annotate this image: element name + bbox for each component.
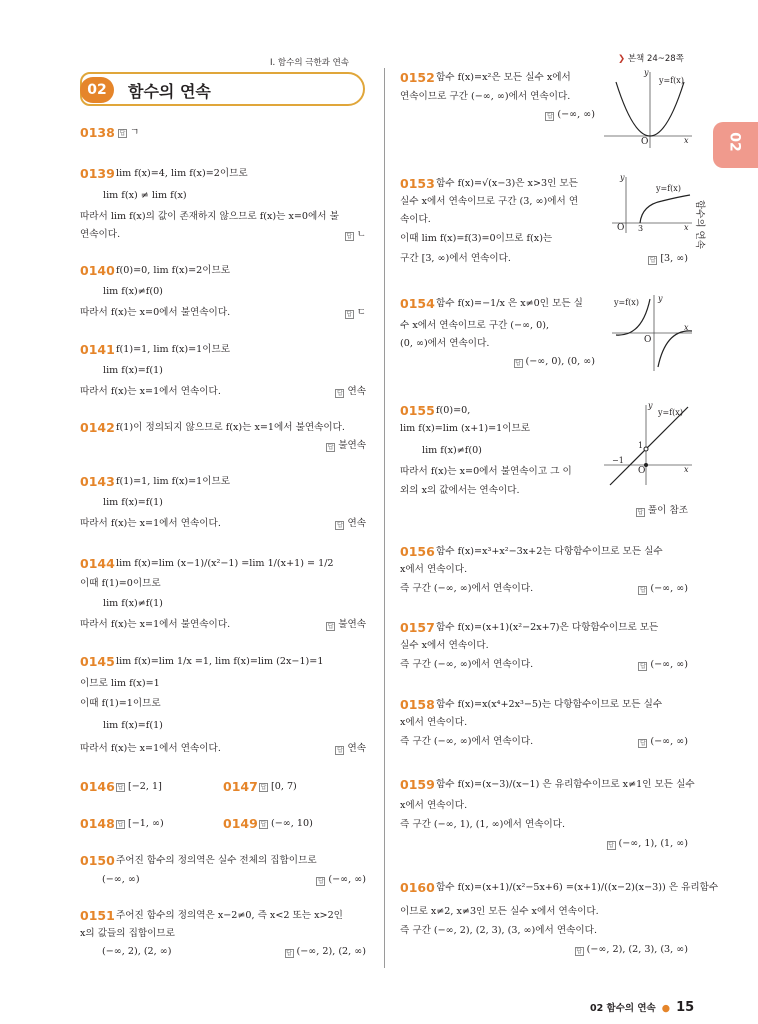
side-tab-label: 함수의 연속 (694, 200, 705, 249)
problem-number: 0155 (400, 403, 435, 418)
text-line: 함수 f(x)=x³+x²−3x+2는 다항함수이므로 모든 실수 (436, 546, 663, 557)
problem-number: 0143 (80, 474, 115, 489)
answer: 답 [3, ∞) (649, 253, 688, 264)
problem-number: 0151 (80, 908, 115, 923)
answer-mark-icon: 답 (576, 948, 582, 955)
graph-parabola (604, 70, 694, 150)
problem-number: 0160 (400, 880, 435, 895)
side-tab (713, 122, 758, 168)
text-line: x에서 연속이다. (400, 717, 468, 728)
text-line: 주어진 함수의 정의역은 실수 전체의 집합이므로 (116, 855, 317, 866)
text-line: 이때 lim f(x)=f(3)=0이므로 f(x)는 (400, 233, 553, 244)
origin-label: O (641, 137, 649, 147)
text-line: (−∞, ∞) (102, 874, 140, 885)
text-line: f(1)이 정의되지 않으므로 f(x)는 x=1에서 불연속이다. (116, 422, 345, 433)
chapter-title-banner (80, 72, 365, 106)
text-line: lim f(x)=lim (x−1)/(x²−1) =lim 1/(x+1) = 1/2 (116, 558, 334, 569)
text-line: 즉 구간 (−∞, 2), (2, 3), (3, ∞)에서 연속이다. (400, 925, 597, 936)
text-line: 따라서 f(x)는 x=1에서 연속이다. (80, 743, 221, 754)
text-line: 이므로 lim f(x)=1 (80, 678, 160, 689)
text-line: 구간 [3, ∞)에서 연속이다. (400, 253, 511, 264)
origin-label: O (638, 466, 646, 476)
text-line: f(0)=0, lim f(x)=2이므로 (116, 265, 231, 276)
x-axis-label: x (684, 223, 689, 232)
answer: 답 연속 (337, 386, 366, 397)
text-line: 함수 f(x)=√(x−3)은 x>3인 모든 (436, 178, 578, 189)
x-axis-label: x (684, 465, 689, 474)
text-line: 즉 구간 (−∞, ∞)에서 연속이다. (400, 583, 534, 594)
y-axis-label: y (644, 68, 649, 77)
answer: 답 [−2, 1] (117, 781, 162, 792)
tick-label: 3 (638, 224, 644, 233)
answer: 답 (−∞, 1), (1, ∞) (608, 838, 688, 849)
graph-label: y=f(x) (658, 408, 683, 417)
text-line: lim f(x)=lim 1/x =1, lim f(x)=lim (2x−1)=1 (116, 656, 324, 667)
problem-number: 0152 (400, 70, 435, 85)
problem-number: 0156 (400, 544, 435, 559)
text-line: 이므로 x≠2, x≠3인 모든 실수 x에서 연속이다. (400, 906, 599, 917)
answer: 답 ㄷ (346, 307, 366, 318)
text-line: x에서 연속이다. (400, 800, 468, 811)
problem-number: 0144 (80, 556, 115, 571)
answer: 답 (−∞, ∞) (639, 659, 688, 670)
x-axis-label: x (684, 136, 689, 145)
problem-number: 0138 (80, 125, 115, 140)
answer-mark-icon: 답 (317, 878, 324, 885)
text-line: 함수 f(x)=(x−3)/(x−1) 은 유리함수이므로 x≠1인 모든 실수 (436, 779, 695, 790)
text-line: 따라서 f(x)는 x=1에서 연속이다. (80, 518, 221, 529)
text-line: lim f(x)=lim (x+1)=1이므로 (400, 423, 531, 434)
text-line: 함수 f(x)=x²은 모든 실수 x에서 (436, 72, 571, 83)
graph-hyperbola (612, 293, 694, 373)
answer-mark-icon: 답 (337, 747, 343, 754)
graph-sqrt (612, 175, 694, 235)
text-line: lim f(x)=f(1) (103, 365, 163, 376)
answer: 답 풀이 참조 (637, 505, 688, 516)
answer-mark-icon: 답 (639, 587, 646, 594)
tick-label: −1 (612, 456, 624, 465)
text-line: lim f(x)=f(1) (103, 497, 163, 508)
answer: 답 불연속 (327, 619, 366, 630)
text-line: 즉 구간 (−∞, 1), (1, ∞)에서 연속이다. (400, 819, 566, 830)
problem-number: 0148 (80, 816, 115, 831)
text-line: f(1)=1, lim f(x)=1이므로 (116, 344, 231, 355)
text-line: 이때 f(1)=1이므로 (80, 698, 161, 709)
graph-label: y=f(x) (614, 298, 639, 307)
text-line: lim f(x) ≠ lim f(x) (103, 190, 187, 201)
text-line: (0, ∞)에서 연속이다. (400, 338, 490, 349)
answer-mark-icon: 답 (117, 784, 124, 791)
text-line: 따라서 f(x)는 x=0에서 불연속이고 그 이 (400, 466, 572, 477)
graph-line (604, 403, 694, 487)
origin-label: O (644, 335, 652, 345)
text-line: 함수 f(x)=(x+1)/(x²−5x+6) =(x+1)/((x−2)(x−3)) 은 유리함수 (436, 882, 719, 893)
footer-title: 02 함수의 연속 (590, 1003, 656, 1014)
side-tab-number: 02 (726, 132, 743, 152)
graph-label: y=f(x) (659, 76, 684, 85)
answer-mark-icon: 답 (260, 821, 267, 828)
header-section-label: Ⅰ. 함수의 극한과 연속 (270, 58, 350, 68)
chapter-title: 함수의 연속 (128, 82, 211, 101)
arrow-icon: ❯ (618, 54, 626, 64)
answer: 답 (−∞, ∞) (317, 874, 366, 885)
problem-number: 0153 (400, 176, 435, 191)
answer: 답 [−1, ∞) (117, 818, 164, 829)
text-line: lim f(x)=f(1) (103, 720, 163, 731)
text-line: 연속이므로 구간 (−∞, ∞)에서 연속이다. (400, 91, 571, 102)
answer: 답 ㄱ (119, 127, 140, 138)
text-line: 따라서 f(x)는 x=1에서 연속이다. (80, 386, 221, 397)
text-line: 외의 x의 값에서는 연속이다. (400, 485, 520, 496)
problem-number: 0141 (80, 342, 115, 357)
answer-mark-icon: 답 (637, 509, 644, 516)
answer: 답 (−∞, ∞) (639, 736, 688, 747)
y-axis-label: y (658, 294, 663, 303)
answer: 답 연속 (337, 518, 366, 529)
text-line: 따라서 f(x)는 x=1에서 불연속이다. (80, 619, 231, 630)
text-line: lim f(x)≠f(1) (103, 598, 163, 609)
text-line: 연속이다. (80, 229, 121, 240)
chapter-badge: 02 (80, 77, 114, 103)
problem-number: 0157 (400, 620, 435, 635)
y-axis-label: y (648, 401, 653, 410)
column-divider (384, 68, 385, 968)
answer: 답 (−∞, 2), (2, ∞) (286, 946, 366, 957)
problem-number: 0140 (80, 263, 115, 278)
text-line: (−∞, 2), (2, ∞) (102, 946, 172, 957)
text-line: 주어진 함수의 정의역은 x−2≠0, 즉 x<2 또는 x>2인 (116, 910, 343, 921)
origin-label: O (617, 223, 625, 233)
text-line: 함수 f(x)=x(x⁴+2x³−5)는 다항함수이므로 모든 실수 (436, 699, 663, 710)
answer-mark-icon: 답 (346, 311, 353, 318)
problem-number: 0149 (223, 816, 258, 831)
x-axis-label: x (684, 323, 689, 332)
text-line: 수 x에서 연속이므로 구간 (−∞, 0), (400, 320, 550, 331)
text-line: 이때 f(1)=0이므로 (80, 578, 161, 589)
problem-number: 0150 (80, 853, 115, 868)
graph-label: y=f(x) (656, 184, 681, 193)
text-line: lim f(x)≠f(0) (103, 286, 163, 297)
footer (590, 1000, 694, 1015)
problem-number: 0154 (400, 296, 435, 311)
text-line: 함수 f(x)=(x+1)(x²−2x+7)은 다항함수이므로 모든 (436, 622, 659, 633)
answer-mark-icon: 답 (286, 950, 292, 957)
problem-number: 0142 (80, 420, 115, 435)
answer: 답 불연속 (327, 440, 366, 451)
answer-mark-icon: 답 (346, 233, 353, 240)
text-line: 실수 x에서 연속이므로 구간 (3, ∞)에서 연 (400, 196, 579, 207)
answer: 답 연속 (337, 743, 366, 754)
answer: 답 [0, 7) (260, 781, 297, 792)
text-line: 따라서 lim f(x)의 값이 존재하지 않으므로 f(x)는 x=0에서 불 (80, 211, 339, 222)
answer-mark-icon: 답 (639, 740, 646, 747)
tick-label: 1 (638, 441, 644, 450)
answer-mark-icon: 답 (649, 257, 656, 264)
answer: 답 (−∞, 2), (2, 3), (3, ∞) (576, 944, 688, 955)
problem-number: 0139 (80, 166, 115, 181)
answer-mark-icon: 답 (327, 444, 334, 451)
text-line: x에서 연속이다. (400, 564, 468, 575)
problem-number: 0145 (80, 654, 115, 669)
problem-number: 0158 (400, 697, 435, 712)
page-number: 15 (676, 1000, 695, 1015)
answer-mark-icon: 답 (327, 623, 334, 630)
answer: 답 ㄴ (346, 229, 366, 240)
problem-number: 0147 (223, 779, 258, 794)
header-page-ref: ❯ 본책 24~28쪽 (618, 54, 684, 64)
text-line: lim f(x)≠f(0) (422, 445, 482, 456)
text-line: 실수 x에서 연속이다. (400, 640, 489, 651)
text-line: 함수 f(x)=−1/x 은 x≠0인 모든 실 (436, 298, 583, 309)
problem-number: 0146 (80, 779, 115, 794)
answer-mark-icon: 답 (337, 390, 343, 397)
answer-mark-icon: 답 (260, 784, 267, 791)
text-line: 즉 구간 (−∞, ∞)에서 연속이다. (400, 659, 534, 670)
text-line: 속이다. (400, 214, 431, 225)
answer: 답 (−∞, ∞) (546, 109, 595, 120)
answer: 답 (−∞, ∞) (639, 583, 688, 594)
problem-number: 0159 (400, 777, 435, 792)
y-axis-label: y (620, 173, 625, 182)
answer-mark-icon: 답 (639, 663, 646, 670)
answer-mark-icon: 답 (337, 522, 343, 529)
text-line: f(0)=0, (436, 405, 471, 416)
answer-mark-icon: 답 (608, 842, 614, 849)
footer-dot-icon: ● (661, 1003, 671, 1014)
answer-mark-icon: 답 (515, 360, 521, 367)
text-line: 즉 구간 (−∞, ∞)에서 연속이다. (400, 736, 534, 747)
text-line: 따라서 f(x)는 x=0에서 불연속이다. (80, 307, 231, 318)
answer-mark-icon: 답 (119, 130, 126, 137)
text-line: f(1)=1, lim f(x)=1이므로 (116, 476, 231, 487)
answer: 답 (−∞, 10) (260, 818, 313, 829)
text-line: x의 값들의 집합이므로 (80, 928, 175, 939)
text-line: lim f(x)=4, lim f(x)=2이므로 (116, 168, 248, 179)
answer-mark-icon: 답 (546, 113, 553, 120)
answer: 답 (−∞, 0), (0, ∞) (515, 356, 595, 367)
answer-mark-icon: 답 (117, 821, 124, 828)
